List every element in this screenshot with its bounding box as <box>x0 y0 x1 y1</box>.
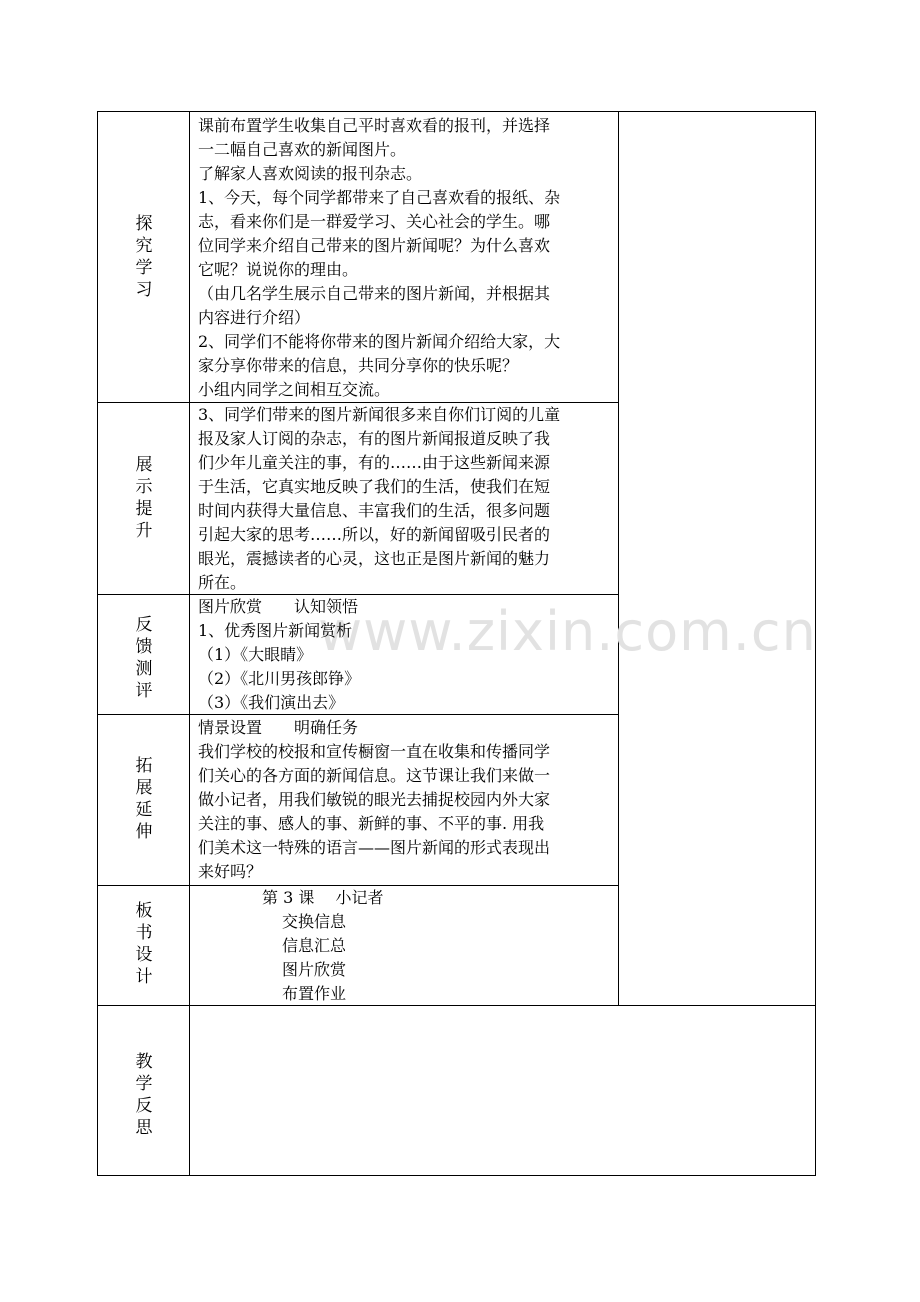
text-line: 于生活，它真实地反映了我们的生活，使我们在短 <box>198 477 551 496</box>
text-line: 2、同学们不能将你带来的图片新闻介绍给大家，大 <box>198 332 561 351</box>
text-line: 引起大家的思考……所以，好的新闻留吸引民者的 <box>198 525 551 544</box>
text-line: 内容进行介绍） <box>198 308 311 327</box>
section-content-banshu <box>198 886 616 1006</box>
text-line: 们少年儿童关注的事，有的……由于这些新闻来源 <box>198 453 551 472</box>
section-content-fankui <box>198 595 616 715</box>
board-item: 布置作业 <box>282 984 347 1003</box>
text-line: 课前布置学生收集自己平时喜欢看的报刊，并选择 <box>198 116 551 135</box>
text-line: （2）《北川男孩郎铮》 <box>198 669 361 688</box>
text-line: （1）《大眼睛》 <box>198 645 313 664</box>
text-line: 1、优秀图片新闻赏析 <box>198 621 353 640</box>
board-item: 图片欣赏 <box>282 960 347 979</box>
board-item: 信息汇总 <box>282 936 347 955</box>
section-label-tanjiu: 探 究 学 习 <box>135 214 153 300</box>
text-line: 家分享你带来的信息，共同分享你的快乐呢？ <box>198 356 519 375</box>
text-line: 图片欣赏 认知领悟 <box>198 597 359 616</box>
text-line: 们关心的各方面的新闻信息。这节课让我们来做一 <box>198 766 551 785</box>
table-border-top <box>97 111 816 112</box>
section-content-tuozhan <box>198 716 616 884</box>
section-label-zhanshi: 展 示 提 升 <box>135 455 153 541</box>
section-label-banshu: 板 书 设 计 <box>135 901 153 987</box>
text-line: 情景设置 明确任务 <box>198 718 359 737</box>
section-content-zhanshi <box>198 403 616 595</box>
text-line: 1、今天，每个同学都带来了自己喜欢看的报纸、杂 <box>198 188 561 207</box>
section-label-fankui: 反 馈 测 评 <box>135 615 153 701</box>
text-line: 它呢？说说你的理由。 <box>198 260 359 279</box>
text-line: （3）《我们演出去》 <box>198 693 345 712</box>
content-column-divider <box>618 111 619 1006</box>
text-line: 志，看来你们是一群爱学习、关心社会的学生。哪 <box>198 212 551 231</box>
text-line: 时间内获得大量信息、丰富我们的生活，很多问题 <box>198 501 551 520</box>
text-line: 来好吗？ <box>198 862 263 881</box>
text-line: 一二幅自己喜欢的新闻图片。 <box>198 140 407 159</box>
text-line: 我们学校的校报和宣传橱窗一直在收集和传播同学 <box>198 742 551 761</box>
text-line: 所在。 <box>198 573 247 592</box>
section-label-fansi: 教 学 反 思 <box>135 1052 153 1138</box>
text-line: 眼光，震撼读者的心灵，这也正是图片新闻的魅力 <box>198 549 551 568</box>
text-line: 了解家人喜欢阅读的报刊杂志。 <box>198 164 423 183</box>
text-line: 做小记者，用我们敏锐的眼光去捕捉校园内外大家 <box>198 790 551 809</box>
watermark: www.zixin.com.cn <box>318 600 817 663</box>
text-line: （由几名学生展示自己带来的图片新闻，并根据其 <box>198 284 551 303</box>
text-line: 报及家人订阅的杂志，有的图片新闻报道反映了我 <box>198 429 551 448</box>
section-label-tuozhan: 拓 展 延 伸 <box>135 756 153 842</box>
text-line: 位同学来介绍自己带来的图片新闻呢？为什么喜欢 <box>198 236 551 255</box>
text-line: 3、同学们带来的图片新闻很多来自你们订阅的儿童 <box>198 405 561 424</box>
board-title: 第 3 课 小记者 <box>262 888 384 907</box>
text-line: 关注的事、感人的事、新鲜的事、不平的事. 用我 <box>198 814 545 833</box>
table-border-bottom <box>97 1175 816 1176</box>
text-line: 们美术这一特殊的语言——图片新闻的形式表现出 <box>198 838 551 857</box>
section-content-tanjiu <box>198 114 616 402</box>
board-item: 交换信息 <box>282 912 347 931</box>
text-line: 小组内同学之间相互交流。 <box>198 380 391 399</box>
